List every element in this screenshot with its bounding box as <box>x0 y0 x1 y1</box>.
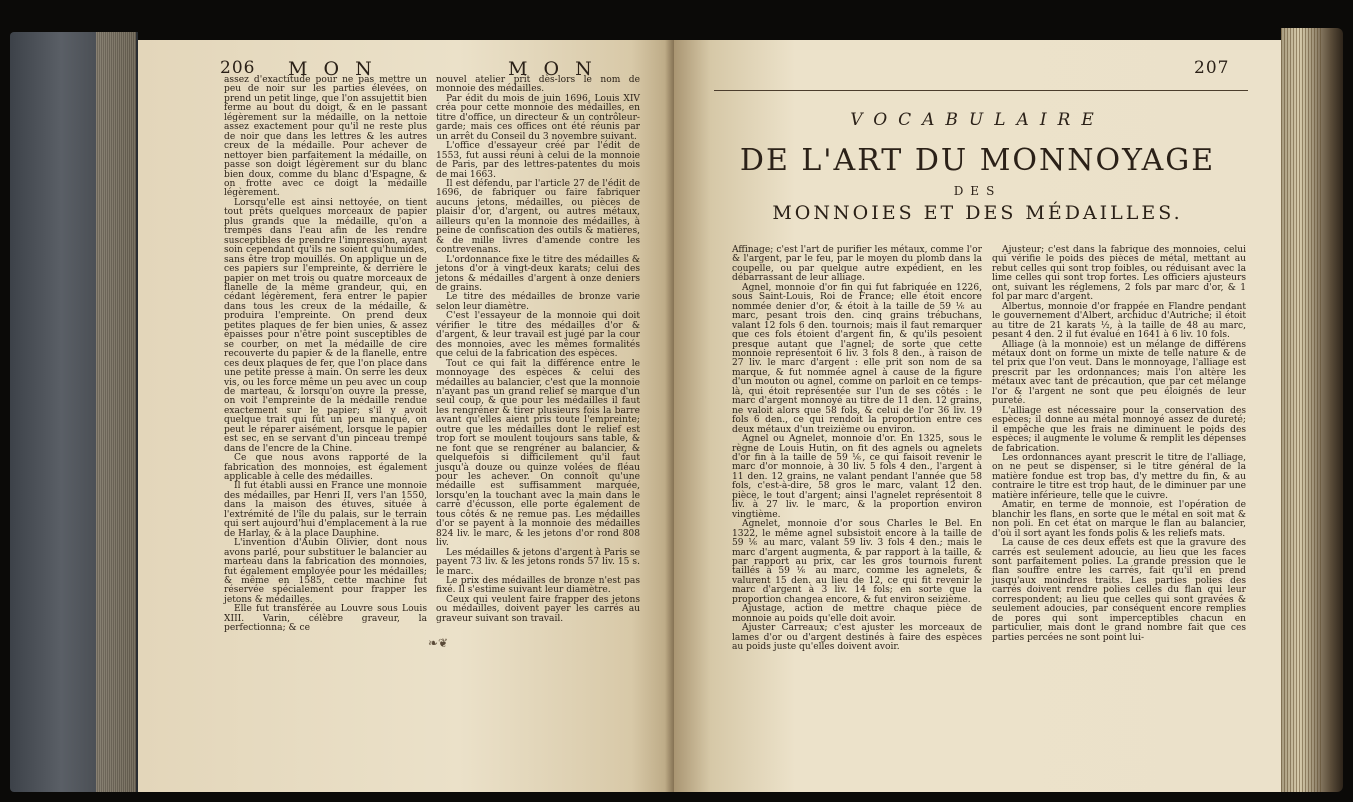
paragraph: Le titre des médailles de bronze varie selon leur diamètre. <box>436 292 640 312</box>
paragraph: L'invention d'Aubin Olivier, dont nous avons parlé, pour substituer le balancier au marteau dans la fabrication des monnoies, fut également employée pour les médailles; & même en 1585, cette machine fut réservée spécialement pour frapper les jetons & médailles. <box>224 538 427 605</box>
paragraph: Les médailles & jetons d'argent à Paris se payent 73 liv. & les jetons ronds 57 liv. 15 s. le marc. <box>436 547 640 577</box>
paragraph: Ceux qui veulent faire frapper des jetons ou médailles, doivent payer les carrés au graveur suivant son travail. <box>436 594 640 624</box>
left-page <box>138 40 674 792</box>
entry-ajusteur: Ajusteur; c'est dans la fabrique des monnoies, celui qui vérifie le poids des pièces de métal, mettant au rebut celles qui sont trop foibles, ou réduisant avec la lime celles qui sont trop fortes. Les officiers ajusteurs ont, suivant les réglemens, 2 fols par marc d'or, & 1 fol par marc d'argent. <box>992 245 1246 303</box>
entry-albertus: Albertus, monnoie d'or frappée en Flandre pendant le gouvernement d'Albert, archiduc d'Autriche; il étoit au titre de 21 karats ½, à la taille de 48 au marc, pesant 4 den. 2 il fut évalué en 1641 à 6 liv. 10 fols. <box>992 301 1246 341</box>
right-page-number: 207 <box>1194 58 1230 78</box>
paragraph: Par édit du mois de juin 1696, Louis XIV créa pour cette monnoie des médailles, en titre d'office, un directeur & un contrôleur-garde; mais ces offices ont été réunis par un arrêt du Conseil du 3 novembre suivant. <box>436 93 640 142</box>
entry-agnelet-2: Agnelet, monnoie d'or sous Charles le Bel. En 1322, le même agnel subsistoit encore à la taille de 59 ⅙ au marc, valant 59 liv. 3 fols 4 den.; mais le marc d'argent augmenta, & par rapport à la taille, & par rapport au prix, car les gros tournois furent taillés à 59 ⅙ au marc, comme les agnelets, & valurent 15 den. au lieu de 12, ce qui fit revenir le marc d'argent à 3 liv. 14 fols; en sorte que la proportion changea encore, & fut environ seizième. <box>732 519 982 605</box>
right-page <box>674 40 1281 792</box>
right-column-1 <box>732 246 982 652</box>
header-rule <box>714 90 1248 91</box>
book-right-edge <box>1281 28 1343 792</box>
sub-title: MONNOIES ET DES MÉDAILLES. <box>772 202 1183 224</box>
entry-affinage: Affinage; c'est l'art de purifier les métaux, comme l'or & l'argent, par le feu, par le moyen du plomb dans la coupelle, ou par quelque autre expédient, en les débarrassant de leur alliage. <box>732 245 982 284</box>
paragraph: Tout ce qui fait la différence entre le monnoyage des espèces & celui des médailles au balancier, c'est que la monnoie n'ayant pas un grand relief se marque d'un seul coup, & que pour les médailles il faut les rengréner & tirer plusieurs fois la barre avant qu'elles aient pris toute l'empreinte; outre que les médailles dont le relief est trop fort se moulent toujours sans table, & ne font que se rengréner au balancier, & quelquefois si difficilement qu'il faut jusqu'à douze ou quinze volées de fléau pour les achever. On connoît qu'une médaille est suffisamment marquée, lorsqu'en la touchant avec la main dans le carré d'écusson, elle porte également de tous côtés & ne remue pas. Les médailles d'or se payent à la monnoie des médailles 824 liv. le marc, & les jetons d'or rond 808 liv. <box>436 358 640 549</box>
entry-agnel: Agnel, monnoie d'or fin qui fut fabriquée en 1226, sous Saint-Louis, Roi de France; elle étoit encore nommée denier d'or, & étoit à la taille de 59 ⅙ au marc, pesant trois den. cinq grains trébuchans, valant 12 fols 6 den. tournois; mais il faut remarquer que ces fols étoient d'argent fin, & qu'ils pesoient presque autant que l'agnel; de sorte que cette monnoie représentoit 6 liv. 3 fols 8 den., à raison de 27 liv. le marc d'argent : elle prit son nom de sa marque, & fut nommée agnel à cause de la figure d'un mouton ou agnel, comme on parloit en ce temps-là, qui étoit représentée sur l'un de ses côtés : le marc d'argent monnoyé au titre de 11 den. 12 grains, ne valoit alors que 58 fols, & celui de l'or 36 liv. 19 fols 6 den., ce qui rendoit la proportion entre ces deux métaux d'un treizième ou environ. <box>732 282 982 435</box>
paragraph: L'ordonnance fixe le titre des médailles & jetons d'or à vingt-deux karats; celui des jetons & médailles d'argent à onze deniers de grains. <box>436 254 640 293</box>
entry-amatir: Amatir, en terme de monnoie, est l'opération de blanchir les flans, en sorte que le métal en soit mat & non poli. En cet état on marque le flan au balancier, d'où il sort ayant les fonds polis & les reliefs mats. <box>992 500 1246 539</box>
paragraph: assez d'exactitude pour ne pas mettre un peu de noir sur les parties élevées, on prend un petit linge, que l'on assujettit bien ferme au bout du doigt, & en le passant légèrement sur la médaille, on la nettoie assez exactement pour qu'il ne reste plus de noir que dans les lettres & les autres creux de la médaille. Pour achever de nettoyer bien parfaitement la médaille, on passe son doigt légèrement sur du blanc bien doux, comme du blanc d'Espagne, & on frotte avec ce doigt la médaille légèrement. <box>224 75 427 199</box>
main-title: DE L'ART DU MONNOYAGE <box>739 143 1216 178</box>
left-page-number: 206 <box>220 58 256 78</box>
vocabulary-heading: VOCABULAIRE <box>850 110 1105 130</box>
paragraph: Il est défendu, par l'article 27 de l'édit de 1696, de fabriquer ou faire fabriquer aucuns jetons, médailles, ou pièces de plaisir d'or, d'argent, ou autres métaux, ailleurs qu'en la monnoie des médailles, à peine de confiscation des outils & matières, & de mille livres d'amende contre les contrevenans. <box>436 178 640 256</box>
left-running-head-1: M O N <box>288 58 377 80</box>
paragraph: Elle fut transférée au Louvre sous Louis XIII. Varin, célèbre graveur, la perfectionna; & ce <box>224 604 427 634</box>
paragraph: C'est l'essayeur de la monnoie qui doit vérifier le titre des médailles d'or & d'argent, & leur travail est jugé par la cour des monnoies, avec les mêmes formalités que celui de la fabrication des espèces. <box>436 311 640 360</box>
left-column-2 <box>436 76 640 624</box>
paragraph: Lorsqu'elle est ainsi nettoyée, on tient tout prêts quelques morceaux de papier plus grands que la médaille, qu'on a trempés dans l'eau afin de les rendre susceptibles de prendre l'impression, ayant soin cependant qu'ils ne soient qu'humides, sans être trop mouillés. On applique un de ces papiers sur l'empreinte, & derrière le papier on met trois ou quatre morceaux de flanelle de la même grandeur, qui, en cédant légèrement, fera entrer le papier dans tous les creux de la médaille, & produira l'empreinte. On prend deux petites plaques de fer bien unies, & assez épaisses pour n'être point susceptibles de se courber, on met la médaille de cire recouverte du papier & de la flanelle, entre ces deux plaques de fer, que l'on place dans une petite presse à main. On serre les deux vis, ou les force même un peu avec un coup de marteau, & lorsqu'on ouvre la presse, on voit l'empreinte de la médaille rendue exactement sur le papier; s'il y avoit quelque trait qui fût un peu manqué, on peut le réparer aisément, lorsque le papier est sec, en se servant d'un pinceau trempé dans de l'encre de la Chine. <box>224 197 427 454</box>
book-left-edge <box>10 32 138 792</box>
entry-ajustage: Ajustage, action de mettre chaque pièce de monnoie au poids qu'elle doit avoir. <box>732 604 982 624</box>
paragraph: Ce que nous avons rapporté de la fabrication des monnoies, est également applicable à celle des médailles. <box>224 453 427 483</box>
entry-agnelet: Agnel ou Agnelet, monnoie d'or. En 1325, sous le règne de Louis Hutin, on fit des agnels ou agnelets d'or fin à la taille de 59 ⅙, ce qui faisoit revenir le marc d'or monnoie, à 30 liv. 5 fols 4 den., l'argent à 11 den. 12 grains, ne valant pendant l'année que 58 fols, c'est-à-dire, 58 gros le marc, valant 12 den. pièce, le tout d'argent; ainsi l'agnelet représentoit 8 liv. à 27 liv. le marc, & la proportion environ vingtième. <box>732 434 982 520</box>
left-column-1 <box>224 76 427 634</box>
paragraph: L'alliage est nécessaire pour la conservation des espèces; il donne au métal monnoyé assez de dureté; il empêche que les frais ne diminuent le poids des espèces; il augmente le volume & remplit les dépenses de fabrication. <box>992 405 1246 454</box>
right-column-2 <box>992 246 1246 643</box>
paragraph: Les ordonnances ayant prescrit le titre de l'alliage, on ne peut se dispenser, si le titre général de la matière fondue est trop bas, d'y mettre du fin, & au contraire le titre est trop haut, de le diminuer par une matière inférieure, telle que le cuivre. <box>992 452 1246 501</box>
title-des: DES <box>953 184 1002 198</box>
entry-alliage: Alliage (à la monnoie) est un mélange de différens métaux dont on forme un mixte de telle nature & de tel prix que l'on veut. Dans le monnoyage, l'alliage est prescrit par les ordonnances; mais l'on altère les métaux avec tant de précaution, que par cet mélange l'or & l'argent ne sont que peu éloignés de leur pureté. <box>992 339 1246 407</box>
paragraph: Il fut établi aussi en France une monnoie des médailles, par Henri II, vers l'an 1550, dans la maison des étuves, située à l'extrémité de l'île du palais, sur le terrain qui sert aujourd'hui d'emplacement à la rue de Harlay, & à la place Dauphine. <box>224 481 427 539</box>
ornament-fleuron: ❧❦ <box>428 636 449 650</box>
paragraph: L'office d'essayeur créé par l'édit de 1553, fut aussi réuni à celui de la monnoie de Paris, par des lettres-patentes du mois de mai 1663. <box>436 141 640 180</box>
open-book <box>10 10 1343 792</box>
paragraph: Le prix des médailles de bronze n'est pas fixé. Il s'estime suivant leur diamètre. <box>436 576 640 596</box>
paragraph: La cause de ces deux effets est que la gravure des carrés est seulement adoucie, au lieu que les faces sont parfaitement polies. La grande pression que le flan souffre entre les carrés, fait qu'il en prend jusqu'aux moindres traits. Les parties polies des carrés doivent rendre polies celles du flan qui leur correspondent; au lieu que celles qui sont gravées & seulement adoucies, par conséquent encore remplies de pores qui sont imperceptibles chacun en particulier, mais dont le grand nombre fait que ces parties percées ne sont point lui- <box>992 538 1246 643</box>
entry-ajuster-carreaux: Ajuster Carreaux; c'est ajuster les morceaux de lames d'or ou d'argent destinés à faire des espèces au poids juste qu'elles doivent avoir. <box>732 623 982 653</box>
left-running-head-2: M O N <box>508 58 597 80</box>
paragraph: nouvel atelier prit dès-lors le nom de monnoie des médailles. <box>436 75 640 95</box>
